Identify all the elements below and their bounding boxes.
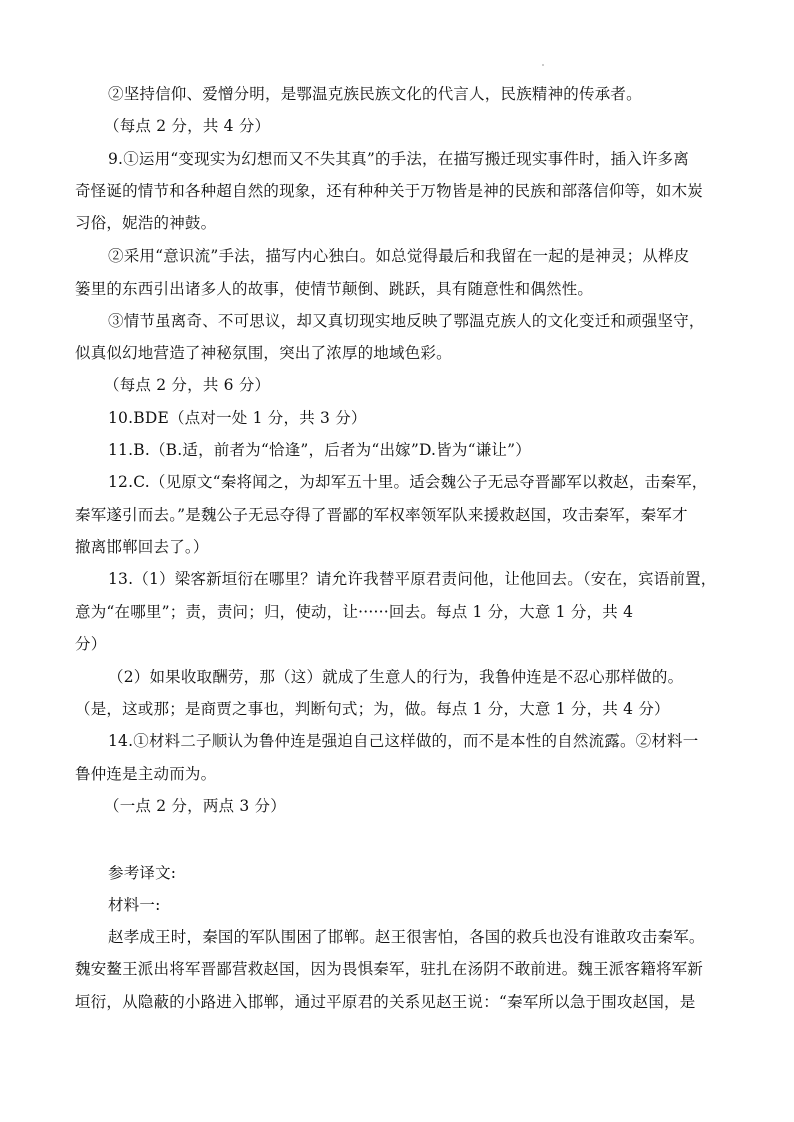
- text-line: 意为“在哪里”；责，责问；归，使动，让······回去。每点 1 分，大意 1 分，共 4: [75, 603, 634, 621]
- text-line: （每点 2 分，共 4 分）: [104, 117, 271, 135]
- text-line: 篓里的东西引出诸多人的故事，使情节颠倒、跳跃，具有随意性和偶然性。: [75, 280, 594, 298]
- text-line: 魏安鳌王派出将军晋鄙营救赵国，因为畏惧秦军，驻扎在汤阴不敢前进。魏王派客籍将军新: [75, 960, 704, 978]
- text-line: （2）如果收取酬劳，那（这）就成了生意人的行为，我鲁仲连是不忍心那样做的。: [108, 668, 684, 686]
- text-line: 赵孝成王时，秦国的军队围困了邯郸。赵王很害怕，各国的救兵也没有谁敢攻击秦军。: [108, 928, 705, 946]
- text-line: 14.①材料二子顺认为鲁仲连是强迫自己这样做的，而不是本性的自然流露。②材料一: [108, 732, 699, 750]
- text-line: 9.①运用“变现实为幻想而又不失其真”的手法，在描写搬迁现实事件时，插入许多离: [108, 150, 689, 168]
- text-line: （一点 2 分，两点 3 分）: [104, 797, 286, 815]
- text-line: ②采用“意识流”手法，描写内心独白。如总觉得最后和我留在一起的是神灵；从桦皮: [108, 247, 690, 265]
- text-line: 垣衍，从隐蔽的小路进入邯郸，通过平原君的关系见赵王说：“秦军所以急于围攻赵国，是: [75, 993, 696, 1011]
- text-line: ③情节虽离奇、不可思议，却又真切现实地反映了鄂温克族人的文化变迁和顽强坚守，: [108, 312, 705, 330]
- text-line: 奇怪诞的情节和各种超自然的现象，还有种种关于万物皆是神的民族和部落信仰等，如木炭: [75, 182, 704, 200]
- text-line: 材料一:: [108, 896, 161, 914]
- text-line: 秦军遂引而去。”是魏公子无忌夺得了晋鄙的军权率领军队来援救赵国，攻击秦军，秦军才: [75, 506, 688, 524]
- text-line: 分）: [75, 635, 107, 653]
- text-line: 11.B.（B.适，前者为“恰逢”，后者为“出嫁”D.皆为“谦让”）: [108, 441, 531, 459]
- text-line: 习俗，妮浩的神鼓。: [75, 214, 217, 232]
- scan-speck: [542, 64, 544, 66]
- text-line: 似真似幻地营造了神秘氛围，突出了浓厚的地域色彩。: [75, 344, 452, 362]
- text-line: （是，这或那；是商贾之事也，判断句式；为，做。每点 1 分，大意 1 分，共 4 分）: [75, 700, 670, 718]
- text-line: 撤离邯郸回去了。）: [75, 538, 209, 556]
- text-line: 10.BDE（点对一处 1 分，共 3 分）: [108, 409, 367, 427]
- text-line: （每点 2 分，共 6 分）: [104, 376, 271, 394]
- text-line: 13.（1）梁客新垣衍在哪里？请允许我替平原君责问他，让他回去。（安在，宾语前置，: [108, 570, 717, 588]
- text-line: 12.C.（见原文“秦将闻之，为却军五十里。适会魏公子无忌夺晋鄙军以救赵，击秦军，: [108, 473, 708, 491]
- text-line: 参考译文:: [108, 864, 177, 882]
- text-line: ②坚持信仰、爱憎分明，是鄂温克族民族文化的代言人，民族精神的传承者。: [108, 85, 642, 103]
- text-line: 鲁仲连是主动而为。: [75, 765, 217, 783]
